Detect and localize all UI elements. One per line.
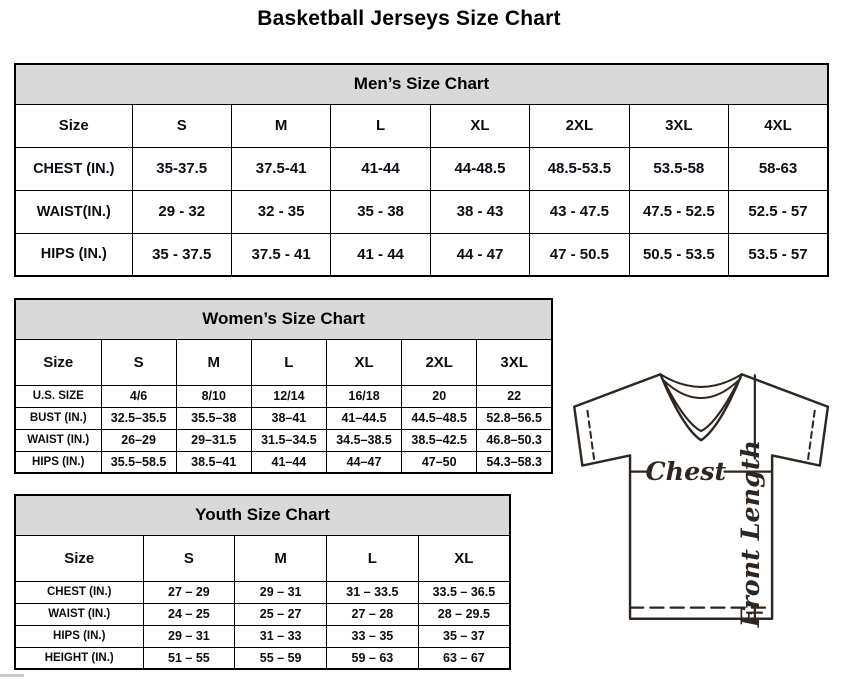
table-row xyxy=(15,647,510,669)
size-value: 25 – 27 xyxy=(235,603,327,625)
size-value: 51 – 55 xyxy=(143,647,235,669)
size-value: 63 – 67 xyxy=(418,647,510,669)
size-value: 35.5–38 xyxy=(176,407,251,429)
column-header: 3XL xyxy=(629,104,728,147)
front-length-label: Front Length xyxy=(734,439,765,628)
jersey-measurement-diagram xyxy=(558,363,834,629)
size-value: 31 – 33.5 xyxy=(327,581,419,603)
size-value: 29 – 31 xyxy=(143,625,235,647)
size-value: 41-44 xyxy=(331,147,430,190)
table-row xyxy=(15,603,510,625)
left-cuff-stitch xyxy=(587,411,594,463)
size-value: 38.5–42.5 xyxy=(402,429,477,451)
chest-label: Chest xyxy=(645,455,727,486)
size-value: 12/14 xyxy=(251,385,326,407)
size-value: 29–31.5 xyxy=(176,429,251,451)
size-value: 27 – 29 xyxy=(143,581,235,603)
size-value: 55 – 59 xyxy=(235,647,327,669)
row-label: U.S. SIZE xyxy=(15,385,101,407)
table-row xyxy=(15,581,510,603)
size-value: 33.5 – 36.5 xyxy=(418,581,510,603)
size-value: 32.5–35.5 xyxy=(101,407,176,429)
column-header: XL xyxy=(326,339,401,385)
size-value: 37.5-41 xyxy=(231,147,330,190)
size-value: 29 - 32 xyxy=(132,190,231,233)
size-value: 38 - 43 xyxy=(430,190,529,233)
size-value: 44-48.5 xyxy=(430,147,529,190)
size-value: 52.5 - 57 xyxy=(729,190,828,233)
size-value: 29 – 31 xyxy=(235,581,327,603)
collar-line xyxy=(664,380,739,398)
size-value: 26–29 xyxy=(101,429,176,451)
row-label: CHEST (IN.) xyxy=(15,147,132,190)
table-row xyxy=(15,190,828,233)
size-value: 35-37.5 xyxy=(132,147,231,190)
size-value: 37.5 - 41 xyxy=(231,233,330,276)
column-header: M xyxy=(176,339,251,385)
size-value: 54.3–58.3 xyxy=(477,451,552,473)
row-label: BUST (IN.) xyxy=(15,407,101,429)
column-header: L xyxy=(331,104,430,147)
size-value: 38.5–41 xyxy=(176,451,251,473)
size-value: 8/10 xyxy=(176,385,251,407)
size-value: 16/18 xyxy=(326,385,401,407)
table-row xyxy=(15,385,552,407)
size-value: 41 - 44 xyxy=(331,233,430,276)
page-title: Basketball Jerseys Size Chart xyxy=(257,7,561,30)
column-header: S xyxy=(132,104,231,147)
size-value: 20 xyxy=(402,385,477,407)
size-value: 44.5–48.5 xyxy=(402,407,477,429)
partial-next-section-edge xyxy=(0,674,24,677)
column-header: 2XL xyxy=(530,104,629,147)
size-value: 44–47 xyxy=(326,451,401,473)
size-value: 24 – 25 xyxy=(143,603,235,625)
chart-title: Men’s Size Chart xyxy=(15,64,828,104)
column-header: Size xyxy=(15,339,101,385)
size-value: 47 - 50.5 xyxy=(530,233,629,276)
size-value: 38–41 xyxy=(251,407,326,429)
size-value: 41–44 xyxy=(251,451,326,473)
row-label: HIPS (IN.) xyxy=(15,451,101,473)
table-row xyxy=(15,407,552,429)
right-cuff-stitch xyxy=(808,411,815,463)
size-value: 35 - 37.5 xyxy=(132,233,231,276)
column-header: M xyxy=(235,535,327,581)
size-value: 52.8–56.5 xyxy=(477,407,552,429)
column-header: S xyxy=(101,339,176,385)
column-header: 3XL xyxy=(477,339,552,385)
size-value: 58-63 xyxy=(729,147,828,190)
column-header: Size xyxy=(15,535,143,581)
size-value: 28 – 29.5 xyxy=(418,603,510,625)
jersey-icon xyxy=(558,363,834,629)
size-value: 27 – 28 xyxy=(327,603,419,625)
column-header: M xyxy=(231,104,330,147)
size-value: 41–44.5 xyxy=(326,407,401,429)
size-value: 46.8–50.3 xyxy=(477,429,552,451)
table-row xyxy=(15,451,552,473)
youth-size-table xyxy=(14,494,511,670)
row-label: CHEST (IN.) xyxy=(15,581,143,603)
table-row xyxy=(15,625,510,647)
size-value: 44 - 47 xyxy=(430,233,529,276)
column-header: XL xyxy=(430,104,529,147)
chart-title: Women’s Size Chart xyxy=(15,299,552,339)
row-label: WAIST (IN.) xyxy=(15,603,143,625)
size-value: 34.5–38.5 xyxy=(326,429,401,451)
column-header: L xyxy=(327,535,419,581)
size-value: 35 - 38 xyxy=(331,190,430,233)
column-header: 4XL xyxy=(729,104,828,147)
mens-size-table xyxy=(14,63,829,277)
size-value: 31.5–34.5 xyxy=(251,429,326,451)
column-header: 2XL xyxy=(402,339,477,385)
size-value: 4/6 xyxy=(101,385,176,407)
size-value: 59 – 63 xyxy=(327,647,419,669)
row-label: HIPS (IN.) xyxy=(15,625,143,647)
column-header: L xyxy=(251,339,326,385)
size-value: 35 – 37 xyxy=(418,625,510,647)
row-label: WAIST (IN.) xyxy=(15,429,101,451)
column-header: S xyxy=(143,535,235,581)
size-value: 43 - 47.5 xyxy=(530,190,629,233)
size-value: 35.5–58.5 xyxy=(101,451,176,473)
row-label: HEIGHT (IN.) xyxy=(15,647,143,669)
row-label: WAIST(IN.) xyxy=(15,190,132,233)
size-value: 32 - 35 xyxy=(231,190,330,233)
row-label: HIPS (IN.) xyxy=(15,233,132,276)
column-header: XL xyxy=(418,535,510,581)
size-value: 53.5-58 xyxy=(629,147,728,190)
collar-line xyxy=(660,374,741,387)
size-value: 47.5 - 52.5 xyxy=(629,190,728,233)
table-row xyxy=(15,233,828,276)
table-row xyxy=(15,429,552,451)
chart-title: Youth Size Chart xyxy=(15,495,510,535)
size-value: 33 – 35 xyxy=(327,625,419,647)
size-value: 48.5-53.5 xyxy=(530,147,629,190)
jersey-outline xyxy=(574,374,828,619)
table-row xyxy=(15,147,828,190)
size-value: 53.5 - 57 xyxy=(729,233,828,276)
womens-size-table xyxy=(14,298,553,474)
column-header: Size xyxy=(15,104,132,147)
size-value: 31 – 33 xyxy=(235,625,327,647)
size-value: 47–50 xyxy=(402,451,477,473)
size-value: 50.5 - 53.5 xyxy=(629,233,728,276)
size-value: 22 xyxy=(477,385,552,407)
